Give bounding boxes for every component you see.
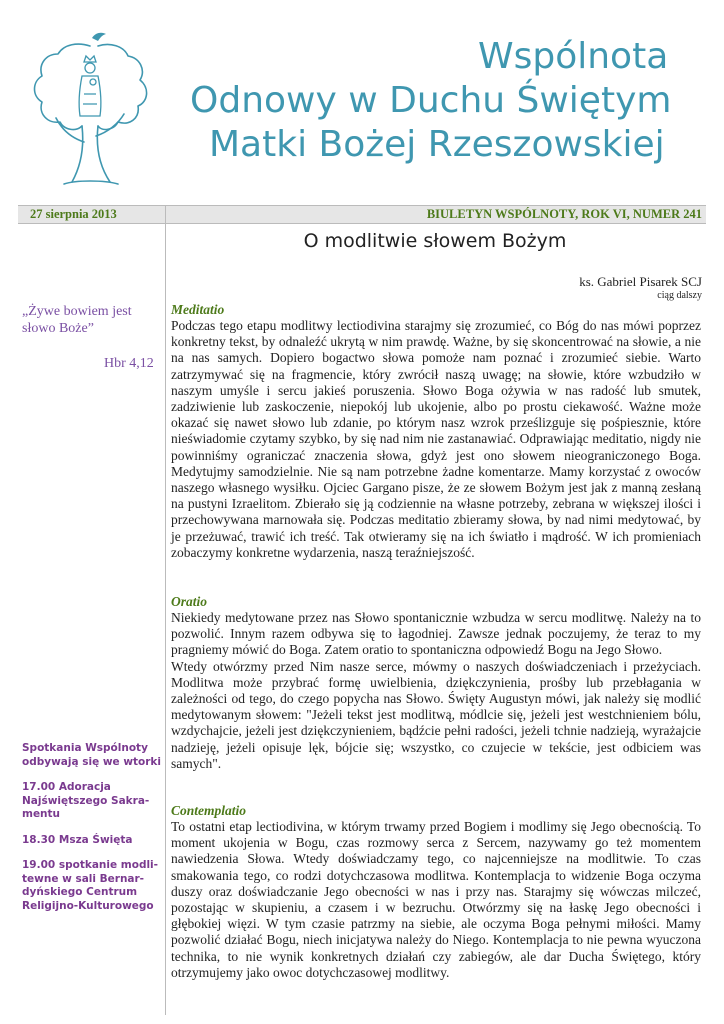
section-heading: Contemplatio [171, 803, 247, 818]
issue-date: 27 sierpnia 2013 [30, 207, 117, 221]
schedule-item: 18.30 Msza Święta [22, 833, 133, 846]
header-title-line2: Odnowy w Duchu Świętym [190, 80, 672, 121]
quote-text: „Żywe bowiem jest słowo Boże” [22, 304, 132, 336]
bird-icon [92, 33, 106, 41]
schedule-item: Spotkania Wspólnoty odbywają się we wtorki [22, 742, 162, 768]
madonna-figure [79, 56, 101, 116]
section-contemplatio [171, 803, 701, 981]
bulletin-label: BIULETYN WSPÓLNOTY, ROK VI, NUMER 241 [426, 207, 702, 221]
schedule-item: 19.00 spotkanie modli-tewne w sali Bernar-dyńskiego Centrum Religijno-Kulturowego [22, 859, 159, 912]
info-bar [18, 205, 706, 224]
section-paragraph: Niekiedy medytowane przez nas Słowo spontanicznie wzbudza w sercu modlitwę. Należy na to pozwolić. Innym razem odbywa się to łagodniej. Zawsze jednak poczujemy, że teraz to my pragniemy mówić do Boga. Zatem oratio to spontaniczna odpowiedź Bogu na Jego Słowo. [171, 610, 701, 658]
section-oratio [171, 594, 701, 772]
sidebar-quote [22, 303, 157, 371]
article-author: ks. Gabriel Pisarek SCJ [579, 274, 702, 289]
header-title-line3: Matki Bożej Rzeszowskiej [209, 124, 665, 165]
community-logo [20, 24, 160, 194]
section-heading: Oratio [171, 594, 208, 609]
quote-source: Hbr 4,12 [104, 356, 154, 371]
section-paragraph: Podczas tego etapu modlitwy lectiodivina starajmy się zrozumieć, co Bóg do nas mówi poprzez konkretny tekst, by odnaleźć ukrytą w nim prawdę. Ważne, by się skoncentrować na słowie, a nie na nas samych. Dopiero bogactwo słowa pomoże nam poznać i zrozumieć siebie. Warto zatrzymywać się na fragmencie, który zwrócił naszą uwagę; na słowie, które wzbudziło w naszym umyśle i sercu jakieś poruszenia. Słowo Boga ożywia w nas radość lub smutek, zadziwienie lub zaskoczenie, niepokój lub ukojenie, albo po prostu ciekawość. Ważne może okazać się nawet słowo lub zdanie, po którym nasz wzrok prześlizguje się pośpiesznie, które nieświadomie czytamy szybko, by się nad nim nie zastanawiać. Odprawiając meditatio, nigdy nie powinniśmy ograniczać znaczenia słowa, gdyż jest ono słowem nieograniczonego Boga. Medytujmy samodzielnie. Nie są nam potrzebne żadne komentarze. Mamy korzystać z owoców naszego własnego wysiłku. Ojciec Gargano pisze, że ze słowem Bożym jest jak z manną zesłaną na pustyni Izraelitom. Zbierało się ją codziennie na własne potrzeby, zebrana w większej ilości i przechowywana marnowała się. Podczas meditatio zbieramy słowa, by nad nimi medytować, by je przeżuwać, trawić ich treść. Tak otwieramy się na ich światło i mądrość. W ich promieniach zobaczymy konkretne wydarzenia, naszą teraźniejszość. [171, 318, 701, 560]
section-heading: Meditatio [171, 302, 225, 317]
section-paragraph: To ostatni etap lectiodivina, w którym trwamy przed Bogiem i modlimy się Jego obecnością. To moment ukojenia w Bogu, czas rozmowy serca z Sercem, nazywamy go też momentem nawiedzenia Słowa. Wtedy doświadczamy tego, co najcenniejsze na modlitwie. To czas smakowania tego, co rodzi dotychczasowa modlitwa. Kontemplacja to widzenie Boga oczyma duszy oraz doświadczanie Jego obecności w nas i przy nas. Starajmy się wówczas milczeć, pozostając w skupieniu, a czasem i w bezruchu. Otwórzmy się na łaskę Jego obecności i głębokiej więzi. W tym czasie patrzmy na siebie, ale oczyma Boga pełnymi miłości. Mamy pozwolić działać Bogu, niech inicjatywa należy do Niego. Kontemplacja to nie pewna wyuczona technika, to nie wynik konkretnych działań czy zabiegów, ale dar Ducha Świętego, który otrzymujemy jako owoc dotychczasowej modlitwy. [171, 819, 701, 980]
section-meditatio [171, 302, 701, 561]
schedule-item: 17.00 Adoracja Najświętszego Sakra-mentu [22, 781, 150, 820]
continued-note: ciąg dalszy [657, 290, 702, 301]
header-title-line1: Wspólnota [478, 36, 669, 77]
section-paragraph: Wtedy otwórzmy przed Nim nasze serce, mówmy o naszych doświadczeniach i przeżyciach. Modlitwa może przybrać formę uwielbienia, dziękczynienia, prośby lub przebłagania w zależności od tego, do czego popycha nas Słowo. Święty Augustyn mówi, jak należy się modlić medytowanym słowem: "Jeżeli tekst jest modlitwą, módlcie się, jeżeli jest westchnieniem bólu, wzdychajcie, jeżeli jest dziękczynieniem, bądźcie pełni radości, jeżeli tchnie nadzieją, wyrażajcie nadzieję, jeżeli opisuje lęk, bójcie się; wszystko, co czujecie w tekście, jest odbiciem was samych". [171, 658, 701, 771]
article-title: O modlitwie słowem Bożym [303, 230, 567, 252]
column-divider [165, 205, 166, 1015]
sidebar-schedule [22, 742, 162, 925]
